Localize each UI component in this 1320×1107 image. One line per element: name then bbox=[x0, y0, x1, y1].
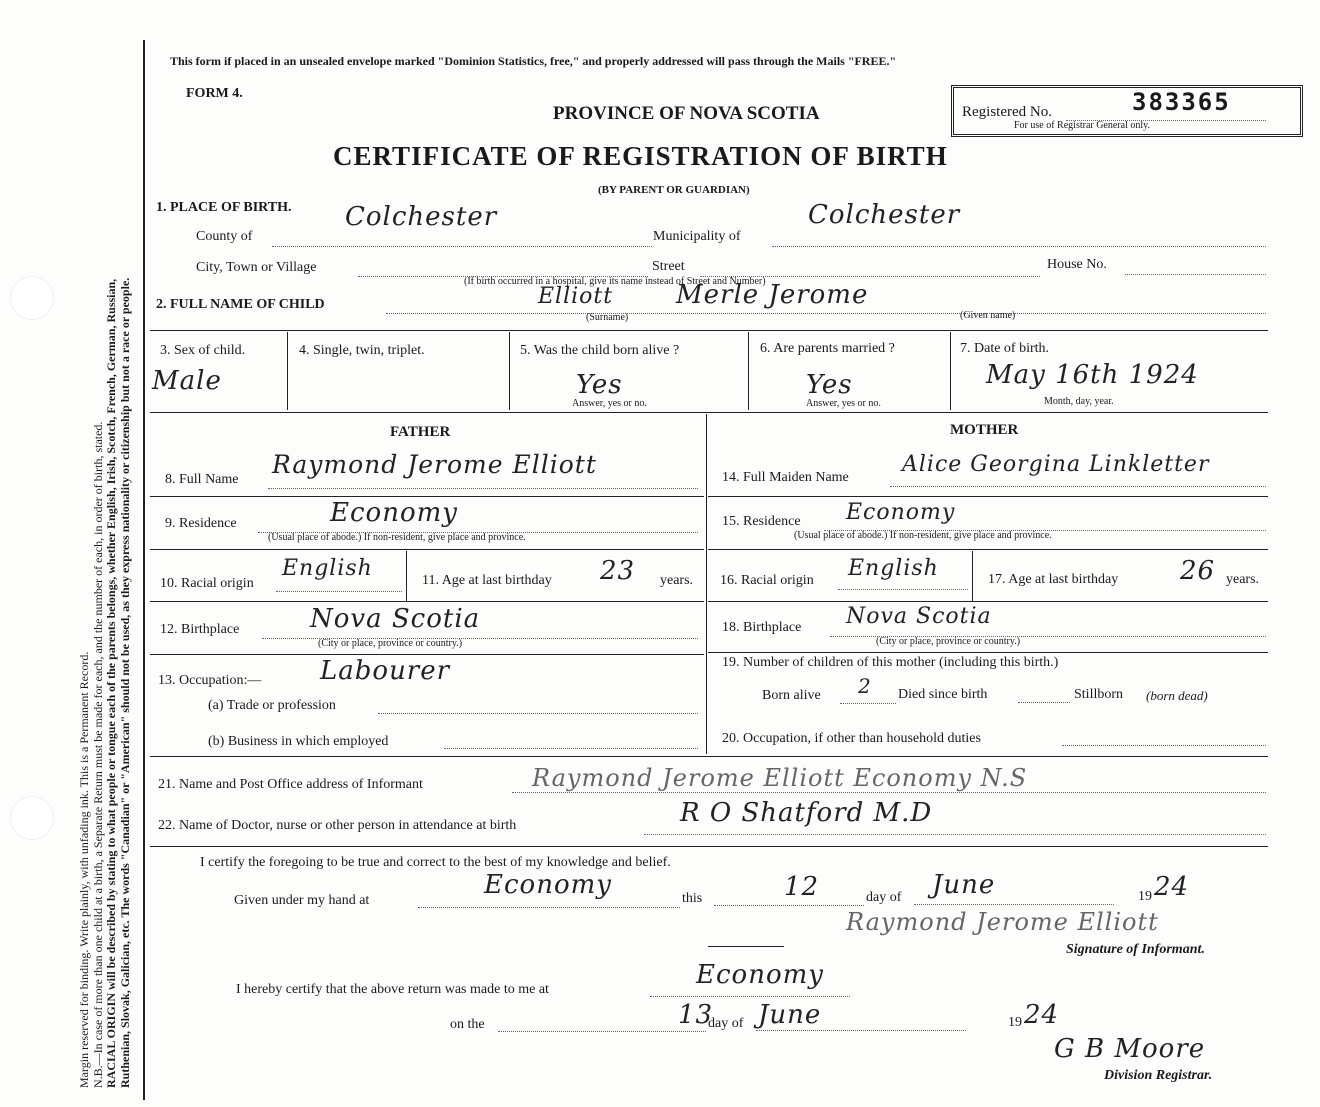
mother-children-label: 19. Number of children of this mother (including this birth.) bbox=[722, 655, 1059, 670]
child-name-line bbox=[386, 313, 1266, 314]
rule-f-10 bbox=[150, 601, 704, 602]
father-occupation-value: Labourer bbox=[320, 656, 451, 686]
dob-note: Month, day, year. bbox=[1044, 396, 1114, 407]
given-year-suffix: 24 bbox=[1154, 872, 1190, 902]
born-alive-count-value: 2 bbox=[858, 674, 872, 698]
mother-birthplace-note: (City or place, province or country.) bbox=[876, 636, 1021, 647]
father-trade-line bbox=[378, 713, 698, 714]
father-name-value: Raymond Jerome Elliott bbox=[272, 450, 597, 479]
mother-birthplace-label: 18. Birthplace bbox=[722, 620, 802, 635]
mother-occupation-label: 20. Occupation, if other than household duties bbox=[722, 731, 981, 746]
doctor-line bbox=[644, 834, 1266, 835]
margin-note-line-1: Margin reserved for binding. Write plainly, with unfading ink. This is a Permanent Record. bbox=[77, 651, 91, 1088]
doctor-label: 22. Name of Doctor, nurse or other person in attendance at birth bbox=[158, 818, 517, 833]
father-age-label: 11. Age at last birthday bbox=[422, 573, 552, 588]
dob-value: May 16th 1924 bbox=[986, 360, 1199, 390]
divider-5-6 bbox=[748, 332, 749, 410]
father-birthplace-label: 12. Birthplace bbox=[160, 622, 240, 637]
county-line bbox=[272, 246, 652, 247]
informant-signature-label: Signature of Informant. bbox=[1066, 942, 1205, 957]
surname-note: (Surname) bbox=[586, 312, 629, 323]
father-residence-value: Economy bbox=[330, 498, 458, 528]
binding-hole-bottom bbox=[10, 796, 54, 840]
rule-certification-top bbox=[150, 846, 1268, 847]
divider-m-16-17 bbox=[972, 551, 973, 601]
died-since-birth-line bbox=[1018, 702, 1070, 703]
registrar-signature-label: Division Registrar. bbox=[1104, 1068, 1213, 1083]
certification-statement: I certify the foregoing to be true and correct to the best of my knowledge and belief. bbox=[200, 855, 671, 870]
stillborn-label: Stillborn bbox=[1074, 687, 1124, 702]
divider-6-7 bbox=[950, 332, 951, 410]
stillborn-note: (born dead) bbox=[1146, 688, 1208, 703]
margin-note-line-2: N.B.—In case of more than one child at a birth, a Separate Return must be made for each, and the number of each, in order of birth, stated. bbox=[90, 421, 105, 1088]
child-given-name: Merle Jerome bbox=[676, 280, 869, 310]
informant-value: Raymond Jerome Elliott Economy N.S bbox=[532, 764, 1028, 792]
registrar-month-line bbox=[756, 1030, 966, 1031]
mother-age-value: 26 bbox=[1180, 556, 1216, 586]
county-label: County of bbox=[196, 229, 253, 244]
father-name-label: 8. Full Name bbox=[165, 472, 239, 487]
rule-f-9 bbox=[150, 549, 704, 550]
father-years-label: years. bbox=[660, 573, 694, 588]
mother-residence-value: Economy bbox=[846, 500, 956, 525]
registrar-day-line bbox=[498, 1031, 706, 1032]
sex-label: 3. Sex of child. bbox=[160, 343, 246, 358]
divider-f-10-11 bbox=[406, 551, 407, 601]
given-place-value: Economy bbox=[484, 870, 612, 900]
father-age-value: 23 bbox=[600, 556, 636, 586]
margin-note-line-4: Ruthenian, Slovak, Galician, etc. The words "Canadian" or "American" should not be used, as they express nationality or citizenship but not a race or people. bbox=[117, 277, 132, 1088]
mother-residence-note: (Usual place of abode.) If non-resident, give place and province. bbox=[794, 530, 1052, 541]
registrar-on-the-label: on the bbox=[450, 1017, 485, 1032]
father-residence-label: 9. Residence bbox=[165, 516, 237, 531]
father-occupation-label: 13. Occupation:— bbox=[158, 673, 262, 688]
municipality-value: Colchester bbox=[808, 200, 961, 230]
registrar-month-value: June bbox=[758, 1000, 822, 1030]
rule-m-15 bbox=[708, 549, 1268, 550]
rule-parents-top bbox=[150, 412, 1268, 413]
registrar-day-value: 13 bbox=[678, 1000, 714, 1030]
mother-name-value: Alice Georgina Linkletter bbox=[902, 452, 1210, 477]
died-since-birth-label: Died since birth bbox=[898, 687, 988, 702]
city-label: City, Town or Village bbox=[196, 260, 317, 275]
father-birthplace-note: (City or place, province or country.) bbox=[318, 638, 463, 649]
mother-racial-value: English bbox=[848, 556, 939, 581]
father-racial-label: 10. Racial origin bbox=[160, 576, 254, 591]
rule-parents-bottom bbox=[150, 756, 1268, 757]
street-label: Street bbox=[652, 259, 685, 274]
father-name-line bbox=[268, 488, 698, 489]
rule-m-14 bbox=[708, 496, 1268, 497]
given-place-line bbox=[418, 907, 680, 908]
registrar-signature: G B Moore bbox=[1054, 1034, 1206, 1064]
born-alive-note: Answer, yes or no. bbox=[572, 398, 647, 409]
mother-birthplace-value: Nova Scotia bbox=[846, 604, 992, 629]
mother-years-label: years. bbox=[1226, 572, 1260, 587]
divider-parents bbox=[706, 414, 707, 754]
registrar-year-prefix: 19 bbox=[1008, 1015, 1022, 1030]
house-line bbox=[1125, 274, 1266, 275]
given-name-note: (Given name) bbox=[960, 310, 1016, 321]
place-of-birth-label: 1. PLACE OF BIRTH. bbox=[156, 200, 292, 215]
certificate-title: CERTIFICATE OF REGISTRATION OF BIRTH bbox=[333, 141, 948, 171]
child-name-label: 2. FULL NAME OF CHILD bbox=[156, 297, 325, 312]
short-rule bbox=[708, 946, 784, 947]
rule-f-8 bbox=[150, 496, 704, 497]
born-alive-label: 5. Was the child born alive ? bbox=[520, 343, 680, 358]
mail-note: This form if placed in an unsealed envelope marked "Dominion Statistics, free," and properly addressed will pass through the Mails "FREE." bbox=[170, 54, 897, 68]
registrar-only-note: For use of Registrar General only. bbox=[1014, 120, 1150, 131]
given-month-value: June bbox=[932, 870, 996, 900]
mother-racial-line bbox=[838, 589, 968, 590]
informant-signature: Raymond Jerome Elliott bbox=[846, 908, 1159, 936]
given-year-prefix: 19 bbox=[1138, 889, 1152, 904]
informant-line bbox=[512, 792, 1266, 793]
given-day-value: 12 bbox=[784, 872, 820, 902]
rule-m-16 bbox=[708, 601, 1268, 602]
mother-name-line bbox=[890, 486, 1266, 487]
father-racial-value: English bbox=[282, 556, 373, 581]
mother-age-label: 17. Age at last birthday bbox=[988, 572, 1119, 587]
mother-residence-label: 15. Residence bbox=[722, 514, 801, 529]
dob-label: 7. Date of birth. bbox=[960, 341, 1050, 356]
house-label: House No. bbox=[1047, 257, 1107, 272]
divider-4-5 bbox=[509, 332, 510, 410]
municipality-label: Municipality of bbox=[653, 229, 741, 244]
given-day-of-label: day of bbox=[866, 890, 902, 905]
hospital-note: (If birth occurred in a hospital, give its name instead of Street and Number) bbox=[464, 276, 766, 287]
given-under-label: Given under my hand at bbox=[234, 893, 370, 908]
municipality-line bbox=[772, 246, 1266, 247]
father-residence-note: (Usual place of abode.) If non-resident, give place and province. bbox=[268, 532, 526, 543]
registrar-day-of-label: day of bbox=[708, 1016, 744, 1031]
married-value: Yes bbox=[806, 370, 853, 400]
multiple-birth-label: 4. Single, twin, triplet. bbox=[299, 343, 425, 358]
doctor-value: R O Shatford M.D bbox=[680, 798, 933, 828]
informant-label: 21. Name and Post Office address of Informant bbox=[158, 777, 423, 792]
mother-name-label: 14. Full Maiden Name bbox=[722, 470, 849, 485]
province-title: PROVINCE OF NOVA SCOTIA bbox=[553, 103, 820, 124]
county-value: Colchester bbox=[345, 202, 498, 232]
given-day-line bbox=[714, 905, 864, 906]
divider-3-4 bbox=[287, 332, 288, 410]
sex-value: Male bbox=[152, 366, 222, 396]
rule-m-18 bbox=[708, 652, 1268, 653]
father-racial-line bbox=[276, 591, 402, 592]
father-birthplace-value: Nova Scotia bbox=[310, 604, 481, 634]
married-label: 6. Are parents married ? bbox=[760, 341, 895, 356]
registered-label: Registered No. bbox=[962, 104, 1052, 120]
registrar-statement: I hereby certify that the above return was made to me at bbox=[236, 982, 549, 997]
registrar-year-suffix: 24 bbox=[1024, 1000, 1060, 1030]
registrar-place-value: Economy bbox=[696, 960, 824, 990]
child-surname: Elliott bbox=[538, 284, 614, 309]
rule-f-12 bbox=[150, 654, 704, 655]
margin-note bbox=[78, 88, 132, 1088]
margin-rule bbox=[143, 40, 145, 1100]
margin-note-line-3: RACIAL ORIGIN will be described by stating to what people or tongue each of the parents belongs, whether English, Irish, Scotch, French, German, Russian, bbox=[104, 278, 118, 1088]
registered-number: 383365 bbox=[1132, 88, 1231, 116]
born-alive-value: Yes bbox=[576, 370, 623, 400]
father-business-line bbox=[444, 748, 698, 749]
given-this-label: this bbox=[682, 891, 703, 906]
registered-box bbox=[951, 85, 1303, 137]
father-heading: FATHER bbox=[390, 424, 451, 440]
registrar-place-line bbox=[650, 996, 850, 997]
rule-top-grid bbox=[150, 330, 1268, 331]
born-alive-count-line bbox=[840, 703, 896, 704]
mother-heading: MOTHER bbox=[950, 422, 1019, 438]
given-month-line bbox=[914, 904, 1114, 905]
father-trade-label: (a) Trade or profession bbox=[208, 698, 336, 713]
form-number: FORM 4. bbox=[186, 86, 243, 101]
binding-hole-top bbox=[10, 276, 54, 320]
mother-racial-label: 16. Racial origin bbox=[720, 573, 814, 588]
born-alive-count-label: Born alive bbox=[762, 688, 821, 703]
married-note: Answer, yes or no. bbox=[806, 398, 881, 409]
mother-occupation-line bbox=[1062, 745, 1266, 746]
certificate-subtitle: (BY PARENT OR GUARDIAN) bbox=[598, 184, 750, 196]
father-business-label: (b) Business in which employed bbox=[208, 734, 389, 749]
